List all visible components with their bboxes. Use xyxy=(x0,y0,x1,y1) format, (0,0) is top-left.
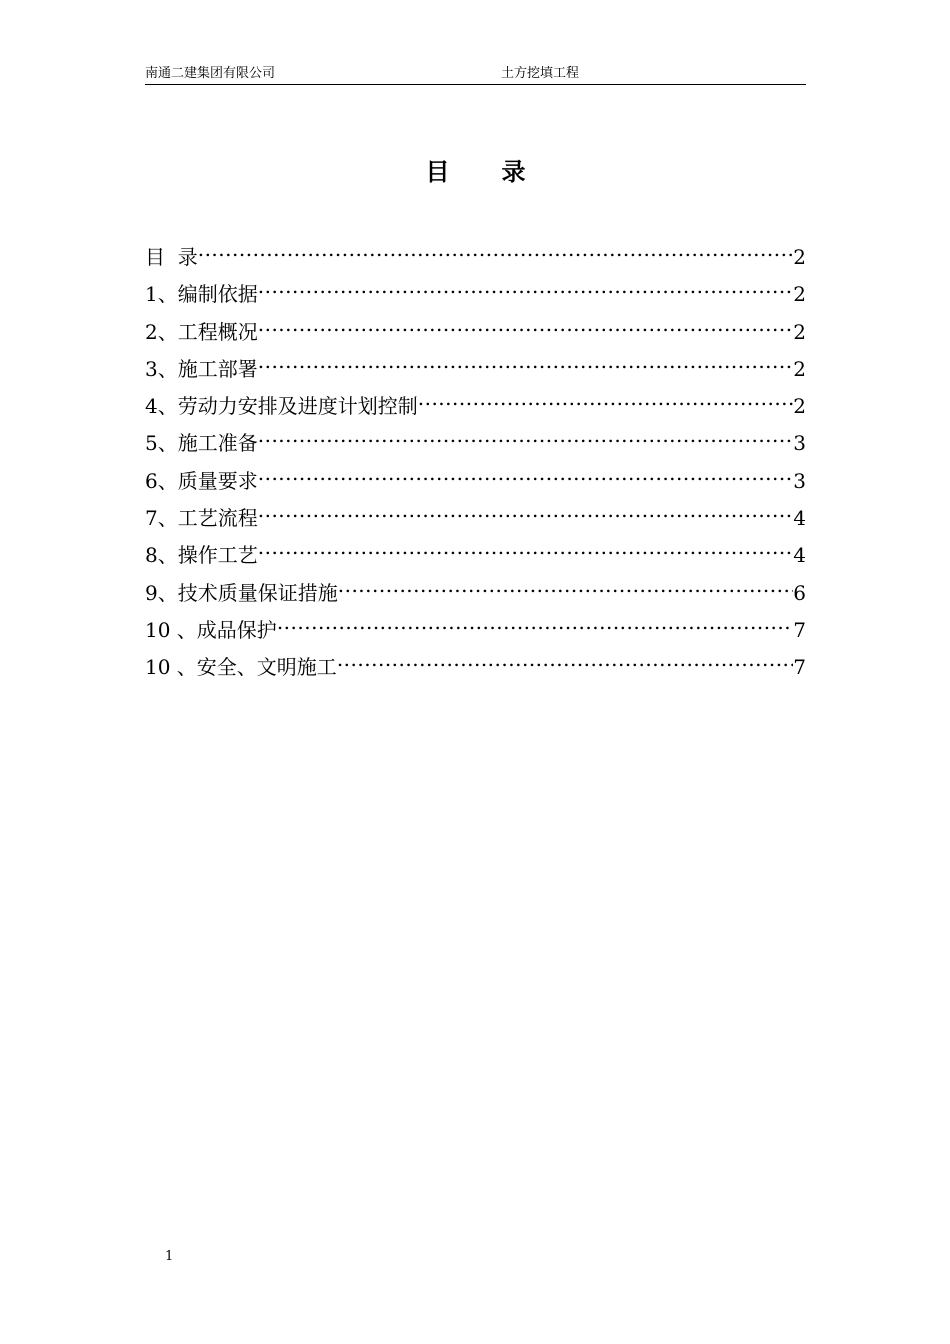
dot-leader xyxy=(337,644,793,674)
toc-entry-label: 10 、安全、文明施工 xyxy=(145,655,337,680)
toc-entry-page: 2 xyxy=(793,319,806,344)
toc-entry[interactable] xyxy=(145,420,806,457)
toc-entry[interactable] xyxy=(145,495,806,532)
toc-list xyxy=(145,234,806,682)
toc-entry[interactable] xyxy=(145,309,806,346)
toc-entry-label: 5、施工准备 xyxy=(145,431,258,456)
dot-leader xyxy=(258,271,794,301)
dot-leader xyxy=(258,420,794,450)
toc-entry-label: 1、编制依据 xyxy=(145,282,258,307)
page-header xyxy=(145,66,806,85)
toc-entry[interactable] xyxy=(145,644,806,681)
header-company: 南通二建集团有限公司 xyxy=(145,66,276,81)
dot-leader xyxy=(198,234,794,264)
toc-entry-label: 目 录 xyxy=(145,245,198,269)
toc-entry-page: 7 xyxy=(793,655,806,680)
toc-entry-page: 3 xyxy=(793,468,806,493)
header-project: 土方挖填工程 xyxy=(501,66,580,81)
toc-entry-page: 2 xyxy=(793,394,806,419)
dot-leader xyxy=(258,532,794,562)
toc-entry-label: 8、操作工艺 xyxy=(145,543,258,568)
toc-entry-page: 4 xyxy=(793,543,806,568)
toc-entry-label: 4、劳动力安排及进度计划控制 xyxy=(145,394,418,419)
dot-leader xyxy=(277,607,793,637)
toc-entry-label: 9、技术质量保证措施 xyxy=(145,580,338,605)
toc-entry-label: 10 、成品保护 xyxy=(145,617,277,642)
toc-entry-label: 3、施工部署 xyxy=(145,356,258,381)
dot-leader xyxy=(258,458,794,488)
toc-entry[interactable] xyxy=(145,383,806,420)
dot-leader xyxy=(258,495,794,525)
toc-title: 目录 xyxy=(425,157,578,186)
toc-entry-label: 6、质量要求 xyxy=(145,468,258,493)
toc-entry-page: 2 xyxy=(793,356,806,381)
toc-entry-page: 2 xyxy=(793,245,806,269)
toc-entry[interactable] xyxy=(145,458,806,495)
toc-entry-page: 6 xyxy=(793,580,806,605)
dot-leader xyxy=(418,383,794,413)
dot-leader xyxy=(258,309,794,339)
toc-entry[interactable] xyxy=(145,570,806,607)
toc-entry[interactable] xyxy=(145,346,806,383)
toc-entry-page: 7 xyxy=(793,617,806,642)
toc-entry-label: 7、工艺流程 xyxy=(145,506,258,531)
toc-entry[interactable] xyxy=(145,234,806,271)
dot-leader xyxy=(258,346,794,376)
toc-entry[interactable] xyxy=(145,607,806,644)
page-number: 1 xyxy=(165,1249,174,1264)
toc-entry[interactable] xyxy=(145,271,806,308)
toc-entry-page: 2 xyxy=(793,282,806,307)
toc-entry-label: 2、工程概况 xyxy=(145,319,258,344)
toc-entry[interactable] xyxy=(145,532,806,569)
toc-entry-page: 3 xyxy=(793,431,806,456)
dot-leader xyxy=(338,570,794,600)
toc-entry-page: 4 xyxy=(793,506,806,531)
